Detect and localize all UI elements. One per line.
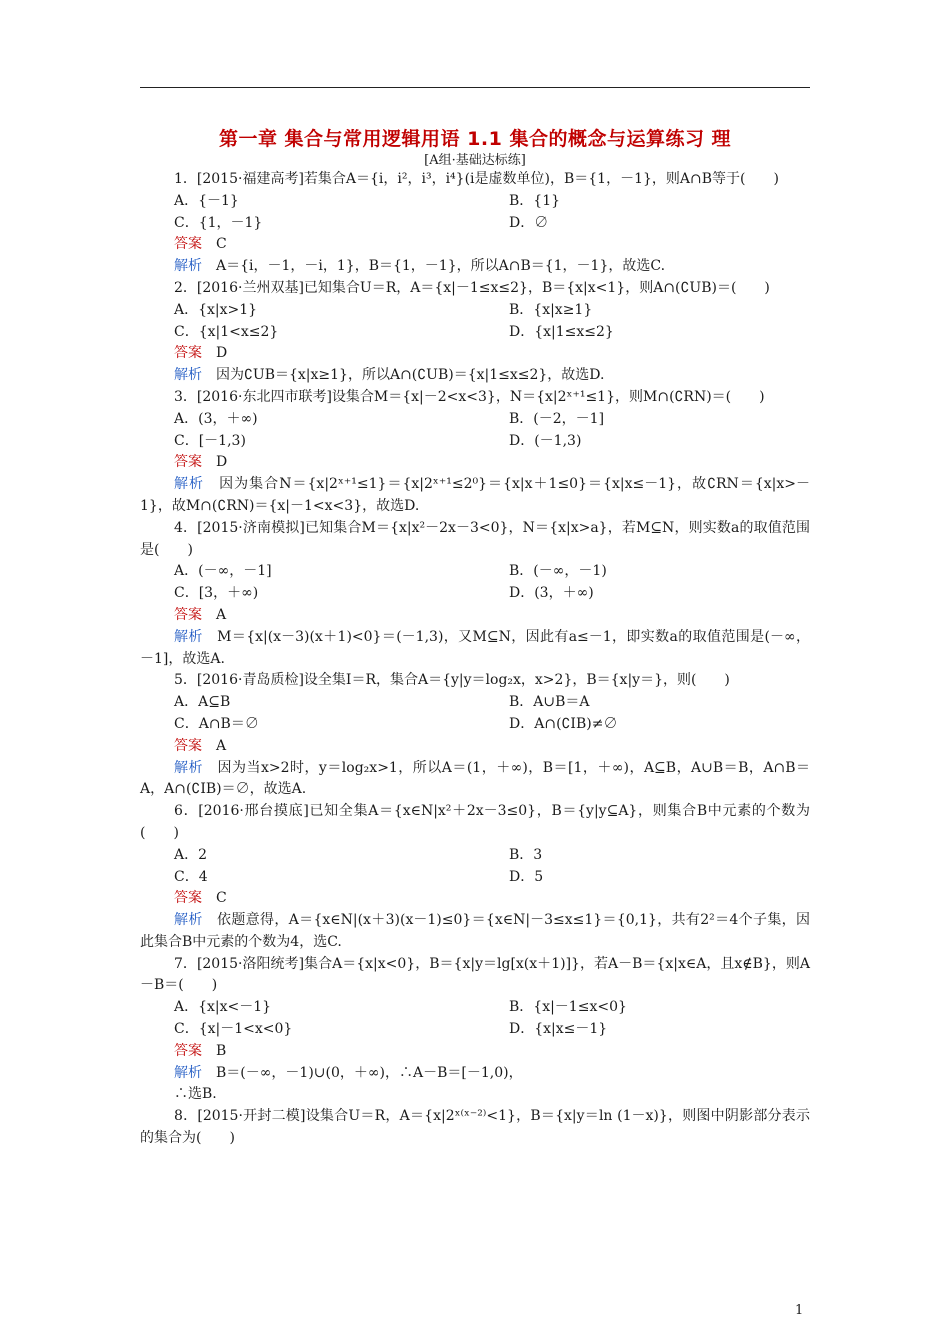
analysis-label: 解析 bbox=[174, 367, 202, 384]
answer-label: 答案 bbox=[174, 1042, 202, 1059]
option: C．A∩B＝∅ bbox=[174, 715, 259, 732]
answer-label: 答案 bbox=[174, 454, 202, 471]
option: B．{x|x≥1} bbox=[509, 301, 593, 318]
analysis-label: 解析 bbox=[174, 759, 203, 776]
page-number: 1 bbox=[795, 1303, 804, 1318]
header-rule bbox=[140, 87, 810, 88]
option: D．{x|1≤x≤2} bbox=[509, 323, 614, 340]
question-stem: 6．[2016·邢台摸底]已知全集A＝{x∈N|x²＋2x－3≤0}，B＝{y|y⊆A}，则集合B中元素的个数为( ) bbox=[140, 803, 810, 841]
option: C．[3，＋∞) bbox=[174, 585, 259, 602]
option: B．(－∞，－1) bbox=[509, 563, 607, 580]
question-stem: 1．[2015·福建高考]若集合A＝{i，i²，i³，i⁴}(i是虚数单位)，B＝{1，－1}，则A∩B等于( ) bbox=[174, 171, 779, 187]
option: D．∅ bbox=[509, 214, 549, 231]
question-stem: 8．[2015·开封二模]设集合U＝R，A＝{x|2ˣ⁽ˣ⁻²⁾<1}，B＝{x|y＝ln (1－x)}，则图中阴影部分表示的集合为( ) bbox=[140, 1108, 810, 1147]
options-grid bbox=[140, 409, 810, 453]
option: A．(3，＋∞) bbox=[174, 410, 258, 427]
analysis-text: A＝{i，－1，－i，1}，B＝{1，－1}，所以A∩B＝{1，－1}，故选C. bbox=[216, 258, 666, 275]
analysis-continuation: ∴选B. bbox=[174, 1086, 217, 1103]
options-grid bbox=[140, 692, 810, 736]
answer-value: C bbox=[216, 890, 227, 907]
analysis-line bbox=[140, 256, 810, 278]
analysis-line bbox=[140, 365, 810, 387]
option: B．{x|－1≤x<0} bbox=[509, 999, 627, 1016]
answer-label: 答案 bbox=[174, 236, 202, 253]
answer-line bbox=[140, 888, 810, 910]
option: A．{x|x<－1} bbox=[174, 999, 272, 1016]
option: D．5 bbox=[509, 868, 544, 885]
option: A．{－1} bbox=[174, 192, 239, 209]
options-grid bbox=[140, 997, 810, 1041]
option: C．4 bbox=[174, 868, 208, 885]
option: A．(－∞，－1] bbox=[174, 563, 272, 580]
question-list bbox=[140, 169, 810, 1150]
options-grid bbox=[140, 561, 810, 605]
analysis-text: M＝{x|(x－3)(x＋1)<0}＝(－1,3)，又M⊆N，因此有a≤－1，即实数a的取值范围是(－∞，－1]，故选A. bbox=[140, 628, 811, 667]
question-stem: 7．[2015·洛阳统考]集合A＝{x|x<0}，B＝{x|y＝lg[x(x＋1)]}，若A－B＝{x|x∈A，且x∉B}，则A－B＝( ) bbox=[140, 955, 810, 994]
answer-value: C bbox=[216, 236, 227, 253]
answer-label: 答案 bbox=[174, 890, 202, 907]
option: B．(－2，－1] bbox=[509, 410, 605, 427]
option: A．{x|x>1} bbox=[174, 301, 258, 318]
analysis-label: 解析 bbox=[174, 912, 203, 929]
answer-label: 答案 bbox=[174, 345, 202, 362]
option: B．3 bbox=[509, 846, 543, 863]
option: C．{x|1<x≤2} bbox=[174, 323, 279, 340]
analysis-line bbox=[140, 758, 810, 802]
analysis-text: 因为集合N＝{x|2ˣ⁺¹≤1}＝{x|2ˣ⁺¹≤2⁰}＝{x|x＋1≤0}＝{x|x≤－1}，故∁RN＝{x|x>－1}，故M∩(∁RN)＝{x|－1<x<3}，故选D. bbox=[140, 476, 810, 514]
answer-value: D bbox=[216, 454, 228, 471]
answer-label: 答案 bbox=[174, 606, 202, 623]
analysis-line bbox=[140, 1063, 810, 1085]
option: C．[－1,3) bbox=[174, 432, 246, 449]
answer-line bbox=[140, 234, 810, 256]
answer-value: D bbox=[216, 345, 228, 362]
options-grid bbox=[140, 300, 810, 344]
option: D．{x|x≤－1} bbox=[509, 1021, 608, 1038]
answer-line bbox=[140, 1041, 810, 1063]
answer-value: A bbox=[216, 737, 227, 754]
option: B．A∪B＝A bbox=[509, 694, 590, 711]
option: B．{1} bbox=[509, 192, 561, 209]
question-stem: 4．[2015·济南模拟]已知集合M＝{x|x²－2x－3<0}，N＝{x|x>a}，若M⊆N，则实数a的取值范围是( ) bbox=[140, 519, 810, 558]
options-grid bbox=[140, 845, 810, 889]
analysis-label: 解析 bbox=[174, 1064, 202, 1081]
option: D．A∩(∁IB)≠∅ bbox=[509, 715, 618, 732]
answer-label: 答案 bbox=[174, 737, 202, 754]
answer-line bbox=[140, 605, 810, 627]
option: C．{1，－1} bbox=[174, 214, 263, 231]
options-grid bbox=[140, 191, 810, 235]
answer-value: B bbox=[216, 1042, 227, 1059]
answer-line bbox=[140, 452, 810, 474]
option: C．{x|－1<x<0} bbox=[174, 1021, 293, 1038]
question-stem: 2．[2016·兰州双基]已知集合U＝R，A＝{x|－1≤x≤2}，B＝{x|x<1}，则A∩(∁UB)＝( ) bbox=[174, 279, 770, 296]
answer-value: A bbox=[216, 606, 227, 623]
analysis-line bbox=[140, 910, 810, 954]
analysis-text: 依题意得，A＝{x∈N|(x＋3)(x－1)≤0}＝{x∈N|－3≤x≤1}＝{0,1}，共有2²＝4个子集，因此集合B中元素的个数为4，选C. bbox=[140, 912, 811, 950]
option: D．(－1,3) bbox=[509, 432, 582, 449]
analysis-text: B＝(－∞，－1)∪(0，＋∞)，∴A－B＝[－1,0)， bbox=[216, 1064, 523, 1081]
question-stem: 5．[2016·青岛质检]设全集I＝R，集合A＝{y|y＝log₂x，x>2}，B＝{x|y＝}，则( ) bbox=[174, 672, 730, 689]
option: D．(3，＋∞) bbox=[509, 585, 594, 602]
analysis-label: 解析 bbox=[174, 258, 202, 275]
option: A．2 bbox=[174, 846, 208, 863]
analysis-line bbox=[140, 474, 810, 518]
analysis-line bbox=[140, 627, 810, 671]
answer-line bbox=[140, 343, 810, 365]
analysis-text: 因为∁UB＝{x|x≥1}，所以A∩(∁UB)＝{x|1≤x≤2}，故选D. bbox=[216, 367, 605, 384]
answer-line bbox=[140, 736, 810, 758]
option: A．A⊆B bbox=[174, 694, 231, 711]
section-subtitle: [A组·基础达标练] bbox=[424, 153, 526, 168]
question-stem: 3．[2016·东北四市联考]设集合M＝{x|－2<x<3}，N＝{x|2ˣ⁺¹≤1}，则M∩(∁RN)＝( ) bbox=[174, 388, 765, 405]
page-title: 第一章 集合与常用逻辑用语 1.1 集合的概念与运算练习 理 bbox=[218, 128, 732, 150]
analysis-label: 解析 bbox=[174, 628, 203, 645]
analysis-label: 解析 bbox=[174, 476, 205, 493]
analysis-text: 因为当x>2时，y＝log₂x>1，所以A＝(1，＋∞)，B＝[1，＋∞)，A⊆B，A∪B＝B，A∩B＝A，A∩(∁IB)＝∅，故选A. bbox=[140, 759, 811, 798]
